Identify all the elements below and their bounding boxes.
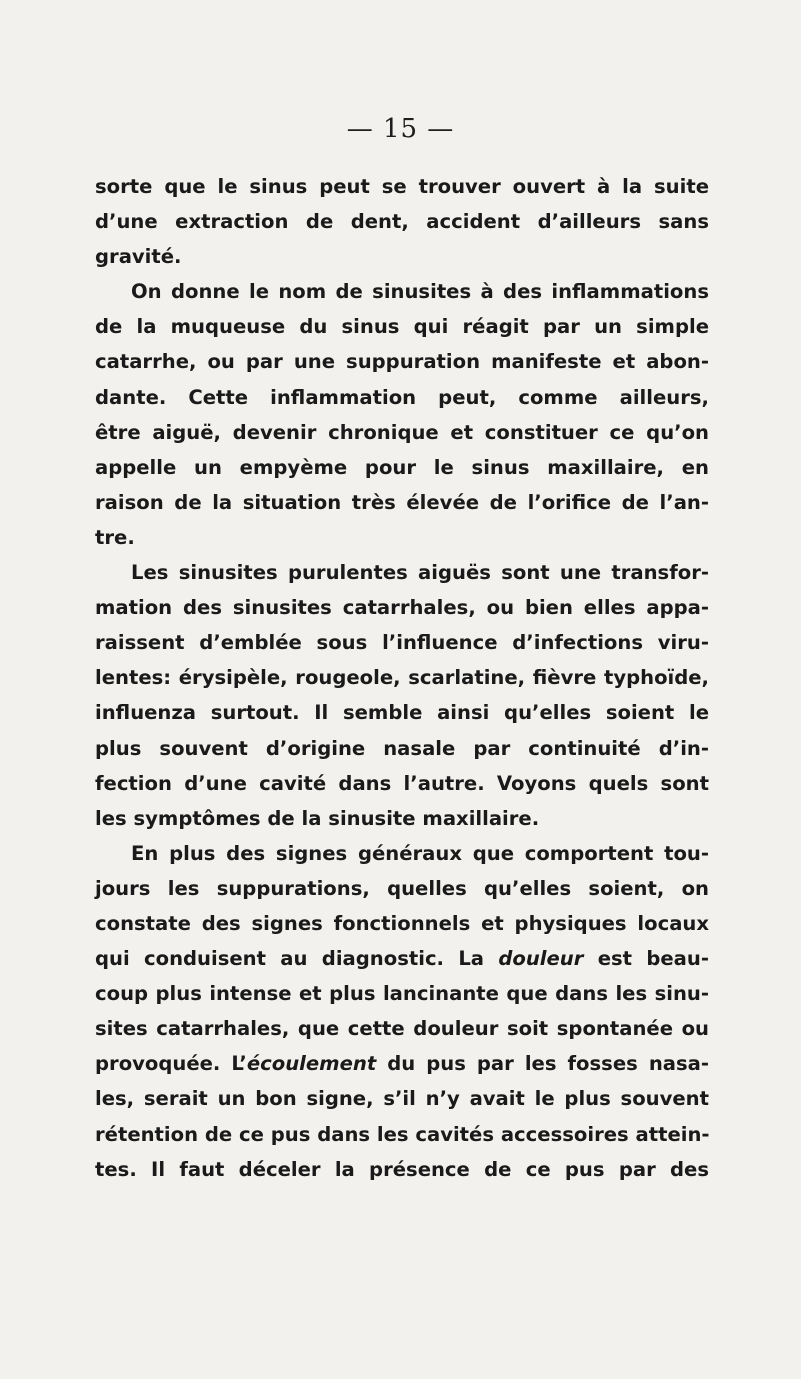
page-number: — 15 —: [346, 114, 455, 144]
text-segment: qui conduisent au diagnostic. La: [95, 947, 499, 971]
text-line: coup plus intense et plus lancinante que dans les sinu-: [95, 982, 709, 1006]
paragraph-4: [95, 836, 709, 1187]
text-line: les, serait un bon signe, s’il n’y avait le plus souvent: [95, 1087, 709, 1111]
paragraph-3: [95, 555, 709, 836]
text-line: tes. Il faut déceler la présence de ce pus par des: [95, 1157, 709, 1181]
text-line: gravité.: [95, 245, 182, 269]
text-line: tre.: [95, 525, 135, 549]
text-segment: est beau-: [583, 947, 709, 971]
text-line: de la muqueuse du sinus qui réagit par un simple: [95, 315, 709, 339]
text-line: d’une extraction de dent, accident d’ailleurs sans: [95, 210, 709, 234]
text-line: [95, 941, 709, 976]
text-segment: du pus par les fosses nasa-: [376, 1052, 710, 1076]
text-line: influenza surtout. Il semble ainsi qu’elles soient le: [95, 701, 709, 725]
text-line: En plus des signes généraux que comportent tou-: [131, 841, 709, 865]
emphasis-douleur: douleur: [498, 947, 584, 971]
body-text: [95, 169, 709, 1187]
text-line: On donne le nom de sinusites à des inflammations: [131, 280, 709, 304]
text-line: rétention de ce pus dans les cavités accessoires attein-: [95, 1122, 710, 1146]
text-line: Les sinusites purulentes aiguës sont une transfor-: [131, 561, 709, 585]
paragraph-2: [95, 274, 709, 555]
text-line: être aiguë, devenir chronique et constituer ce qu’on: [95, 420, 709, 444]
text-line: fection d’une cavité dans l’autre. Voyons quels sont: [95, 771, 709, 795]
text-line: raissent d’emblée sous l’influence d’infections viru-: [95, 631, 709, 655]
text-line: sites catarrhales, que cette douleur soit spontanée ou: [95, 1017, 709, 1041]
paragraph-1: [95, 169, 709, 274]
text-line: dante. Cette inflammation peut, comme ailleurs,: [95, 385, 709, 409]
text-line: sorte que le sinus peut se trouver ouvert à la suite: [95, 175, 709, 198]
text-line: plus souvent d’origine nasale par continuité d’in-: [95, 736, 709, 760]
text-line: raison de la situation très élevée de l’orifice de l’an-: [95, 490, 709, 514]
text-line: constate des signes fonctionnels et physiques locaux: [95, 911, 709, 935]
text-line: jours les suppurations, quelles qu’elles soient, on: [95, 876, 709, 900]
text-segment: provoquée. L’: [95, 1052, 247, 1076]
text-line: mation des sinusites catarrhales, ou bien elles appa-: [95, 596, 709, 620]
text-line: appelle un empyème pour le sinus maxillaire, en: [95, 455, 709, 479]
text-line: catarrhe, ou par une suppuration manifeste et abon-: [95, 350, 709, 374]
text-line: [95, 1046, 709, 1081]
text-line: les symptômes de la sinusite maxillaire.: [95, 806, 540, 830]
text-line: lentes: érysipèle, rougeole, scarlatine, fièvre typhoïde,: [95, 666, 709, 690]
emphasis-ecoulement: écoulement: [246, 1052, 377, 1076]
